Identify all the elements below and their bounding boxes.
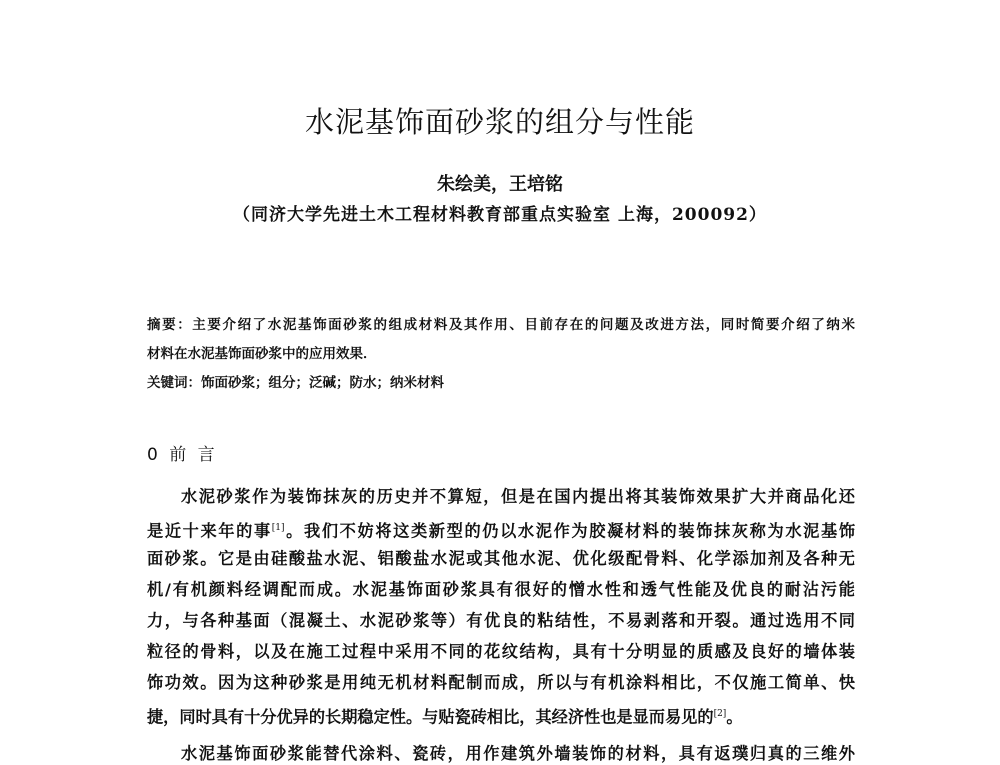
body-text: 。 (726, 707, 743, 727)
body-line: 面砂浆。它是由硅酸盐水泥、铝酸盐水泥或其他水泥、优化级配骨料、化学添加剂及各种无 (147, 549, 855, 568)
body-line: 饰功效。因为这种砂浆是用纯无机材料配制而成，所以与有机涂料相比，不仅施工简单、快 (147, 673, 855, 692)
citation[interactable]: [1] (271, 523, 285, 533)
affiliation: （同济大学先进土木工程材料教育部重点实验室 上海，200092） (233, 205, 767, 225)
body-text: 。我们不妨将这类新型的仍以水泥作为胶凝材料的装饰抹灰称为水泥基饰 (284, 521, 856, 541)
body-line (147, 703, 855, 725)
abstract-line: 材料在水泥基饰面砂浆中的应用效果． (147, 346, 377, 362)
abstract-line: 摘要：主要介绍了水泥基饰面砂浆的组成材料及其作用、目前存在的问题及改进方法，同时简要介绍了纳米 (147, 317, 855, 333)
body-line: 机/有机颜料经调配而成。水泥基饰面砂浆具有很好的憎水性和透气性能及优良的耐沾污能 (147, 580, 855, 599)
section-heading: 0 前 言 (147, 445, 218, 465)
authors: 朱绘美，王培铭 (437, 174, 563, 195)
body-line: 力，与各种基面（混凝土、水泥砂浆等）有优良的粘结性，不易剥落和开裂。通过选用不同 (147, 611, 855, 630)
body-line: 粒径的骨料，以及在施工过程中采用不同的花纹结构，具有十分明显的质感及良好的墙体装 (147, 642, 855, 661)
body-text: 捷，同时具有十分优异的长期稳定性。与贴瓷砖相比，其经济性也是显而易见的 (147, 707, 714, 727)
body-line: 水泥砂浆作为装饰抹灰的历史并不算短，但是在国内提出将其装饰效果扩大并商品化还 (181, 487, 855, 506)
body-text: 是近十来年的事 (147, 521, 272, 541)
body-line (147, 517, 855, 539)
paper-title: 水泥基饰面砂浆的组分与性能 (304, 105, 695, 139)
citation[interactable]: [2] (713, 709, 727, 719)
keywords: 关键词：饰面砂浆；组分；泛碱；防水；纳米材料 (147, 375, 444, 391)
body-line: 水泥基饰面砂浆能替代涂料、瓷砖，用作建筑外墙装饰的材料，具有返璞归真的三维外 (181, 744, 855, 763)
